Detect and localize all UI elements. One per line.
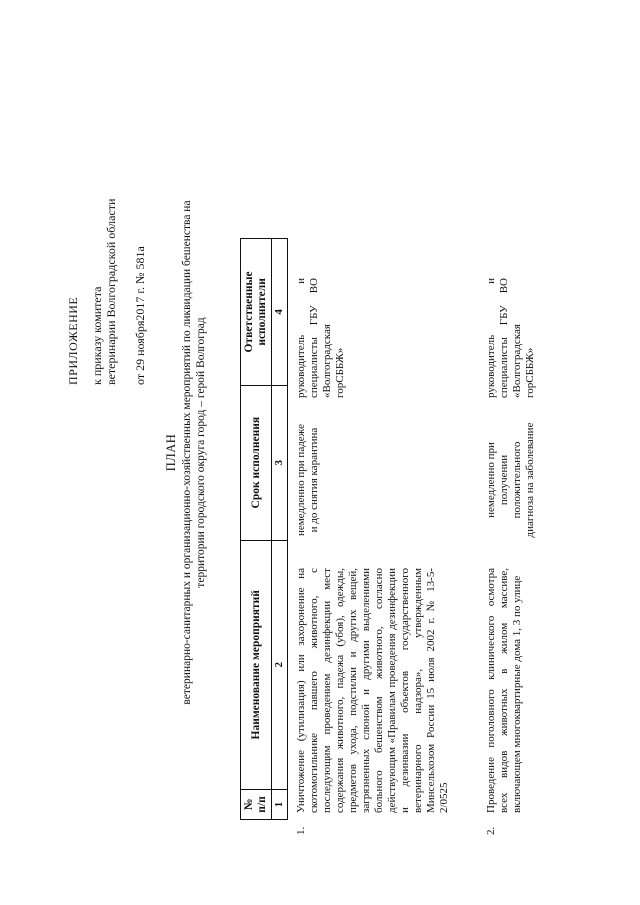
appendix-order-line: к приказу комитета <box>90 286 104 385</box>
table-row <box>485 5 537 835</box>
table-row <box>295 5 451 835</box>
row-measure: Проведение поголовного клинического осмотра всех видов животных в жилом массиве, включающем многоквартирные дома 1, 3 по улице <box>485 568 523 813</box>
column-number: 1 <box>272 790 288 820</box>
plan-title: ПЛАН <box>164 433 178 472</box>
column-number: 2 <box>272 540 288 789</box>
appendix-date: от 29 ноября2017 г. № 581а <box>133 246 147 385</box>
header-row <box>241 239 272 820</box>
row-responsible: руководитель и специалисты ГБУ ВО «Волгоградская горСББЖ» <box>485 278 536 398</box>
column-number: 4 <box>272 239 288 386</box>
row-term: немедленно при падеже и до снятия карантина <box>295 423 320 537</box>
appendix-order-reference <box>90 145 118 385</box>
row-number: 2. <box>485 826 497 835</box>
row-measure: Уничтожение (утилизация) или захоронение на скотомогильнике павшего животного, с последующим проведением дезинфекции мест содержания животного, падежа (убоя), одежды, предметов ухода, подстилки и других вещей, загрязненных слюной и другими выделениями больного бешенством животного, согласно действующим «Правилам проведения дезинфекции и дезинвазии объектов государственного ветеринарного надзора», утвержденным Минсельхозом России 15 июля 2002 г. № 13-5-2/0525 <box>295 568 450 813</box>
column-header: Ответственные исполнители <box>241 239 272 386</box>
column-header: № п/п <box>241 790 272 820</box>
appendix-title: ПРИЛОЖЕНИЕ <box>66 296 80 385</box>
plan-rows <box>295 5 571 835</box>
plan-subtitle: ветеринарно-санитарных и организационно-хозяйственных мероприятий по ликвидации бешенства на территории городского округа город – герой Волгоград <box>181 200 207 705</box>
row-responsible: руководитель и специалисты ГБУ ВО «Волгоградская горСББЖ» <box>295 278 346 398</box>
column-number-row <box>272 239 288 820</box>
row-number: 1. <box>295 826 307 835</box>
column-header: Срок исполнения <box>241 385 272 540</box>
row-term: немедленно при получении положительного диагноза на заболевание <box>485 422 536 538</box>
column-header: Наименование мероприятий <box>241 540 272 789</box>
plan-table-header <box>240 238 288 820</box>
column-number: 3 <box>272 385 288 540</box>
appendix-order-line: ветеринарии Волгоградской области <box>104 198 118 385</box>
